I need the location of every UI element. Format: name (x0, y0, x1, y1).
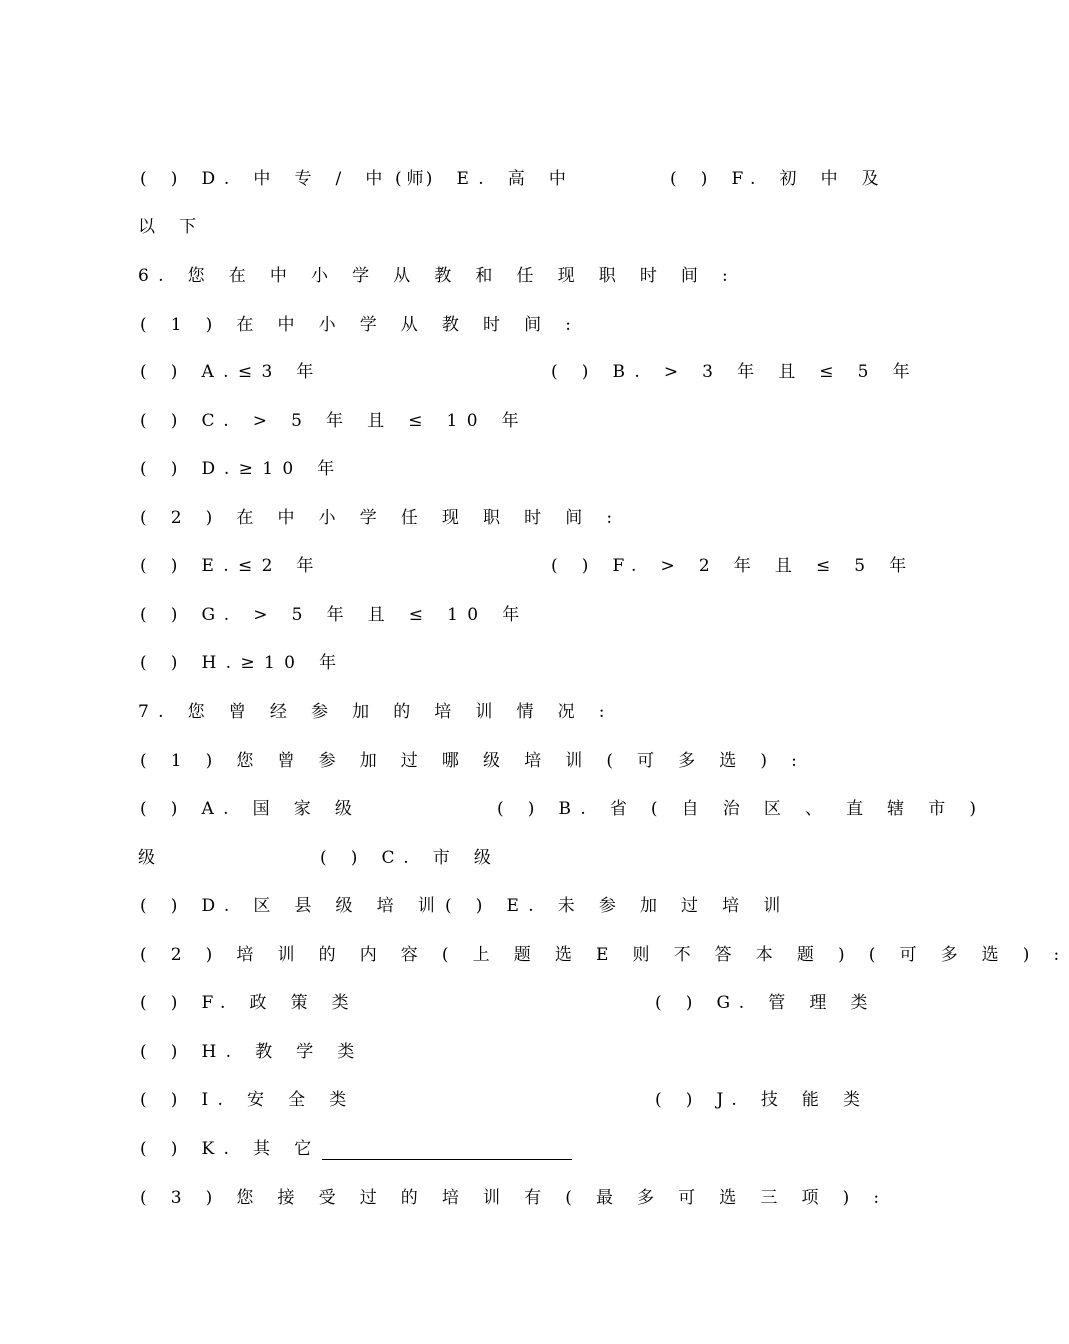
option-g-5to10[interactable]: ( ) G. > 5 年 且 ≤ 10 年 (140, 605, 529, 625)
q6-sub1-row2 (0, 406, 950, 436)
option-j-skills[interactable]: ( ) J. 技 能 类 (655, 1090, 870, 1110)
option-h-teaching[interactable]: ( ) H. 教 学 类 (140, 1042, 364, 1062)
question-6-title-line (0, 261, 950, 291)
option-d-secondary-normal[interactable]: ( ) D. 中 专 / 中 师 (140, 169, 433, 189)
q6-sub2-row2 (0, 600, 950, 630)
q6-sub1-title: ( 1 ) 在 中 小 学 从 教 时 间 : (140, 315, 581, 335)
option-k-other-wrap (140, 1134, 572, 1164)
q6-sub1-row3 (0, 454, 950, 484)
q6-sub1-row1 (0, 357, 950, 387)
option-a-le3[interactable]: ( ) A.≤3 年 (140, 362, 323, 382)
option-a-national[interactable]: ( ) A. 国 家 级 (140, 799, 362, 819)
q6-sub2-title-line (0, 503, 950, 533)
q7-sub3-title-line (0, 1183, 950, 1213)
question-7-title-line (0, 697, 950, 727)
q7-sub2-row4 (0, 1134, 950, 1164)
option-b-continuation: 级 (138, 848, 165, 868)
question-6-title: 6. 您 在 中 小 学 从 教 和 任 现 职 时 间 : (138, 266, 738, 286)
option-f-junior-high[interactable]: ( ) F. 初 中 及 (670, 169, 889, 189)
option-e-high-school[interactable]: ( ) E. 高 中 (395, 169, 576, 189)
q7-sub2-row1 (0, 988, 950, 1018)
option-b-3to5[interactable]: ( ) B. > 3 年 且 ≤ 5 年 (551, 362, 919, 382)
option-f-continuation: 以 下 (138, 217, 206, 237)
q6-sub1-title-line (0, 310, 950, 340)
option-c-5to10[interactable]: ( ) C. > 5 年 且 ≤ 10 年 (140, 411, 528, 431)
option-b-provincial[interactable]: ( ) B. 省 ( 自 治 区 、 直 辖 市 ) (497, 799, 986, 819)
q5-wrap-line (0, 212, 950, 242)
option-h-ge10[interactable]: ( ) H.≥10 年 (140, 653, 346, 673)
q5-options-row (0, 164, 950, 194)
question-7-title: 7. 您 曾 经 参 加 的 培 训 情 况 : (138, 702, 614, 722)
q7-sub1-row2 (0, 843, 950, 873)
option-k-other[interactable]: ( ) K. 其 它 (140, 1139, 321, 1159)
q6-sub2-title: ( 2 ) 在 中 小 学 任 现 职 时 间 : (140, 508, 622, 528)
q6-sub2-row1 (0, 551, 950, 581)
q7-sub1-row1 (0, 794, 986, 824)
other-fill-in-blank[interactable] (322, 1139, 572, 1160)
option-i-safety[interactable]: ( ) I. 安 全 类 (140, 1090, 356, 1110)
q7-sub2-title-line (0, 940, 1069, 970)
q7-sub2-row2 (0, 1037, 950, 1067)
q7-sub1-title-line (0, 746, 950, 776)
q7-sub2-row3 (0, 1085, 950, 1115)
option-g-management[interactable]: ( ) G. 管 理 类 (655, 993, 877, 1013)
q7-sub1-row3 (0, 891, 950, 921)
q6-sub2-row3 (0, 648, 950, 678)
option-f-2to5[interactable]: ( ) F. > 2 年 且 ≤ 5 年 (551, 556, 916, 576)
option-d-district[interactable]: ( ) D. 区 县 级 培 训 (140, 896, 445, 916)
option-e-none[interactable]: ( ) E. 未 参 加 过 培 训 (445, 896, 790, 916)
option-f-policy[interactable]: ( ) F. 政 策 类 (140, 993, 359, 1013)
option-d-ge10[interactable]: ( ) D.≥10 年 (140, 459, 344, 479)
q7-sub3-title: ( 3 ) 您 接 受 过 的 培 训 有 ( 最 多 可 选 三 项 ) : (140, 1188, 889, 1208)
q7-sub2-title: ( 2 ) 培 训 的 内 容 ( 上 题 选 E 则 不 答 本 题 ) ( 可 多 选 ) : (140, 945, 1069, 965)
option-e-le2[interactable]: ( ) E.≤2 年 (140, 556, 323, 576)
q7-sub1-title: ( 1 ) 您 曾 参 加 过 哪 级 培 训 ( 可 多 选 ) : (140, 751, 807, 771)
option-c-city[interactable]: ( ) C. 市 级 (320, 848, 501, 868)
